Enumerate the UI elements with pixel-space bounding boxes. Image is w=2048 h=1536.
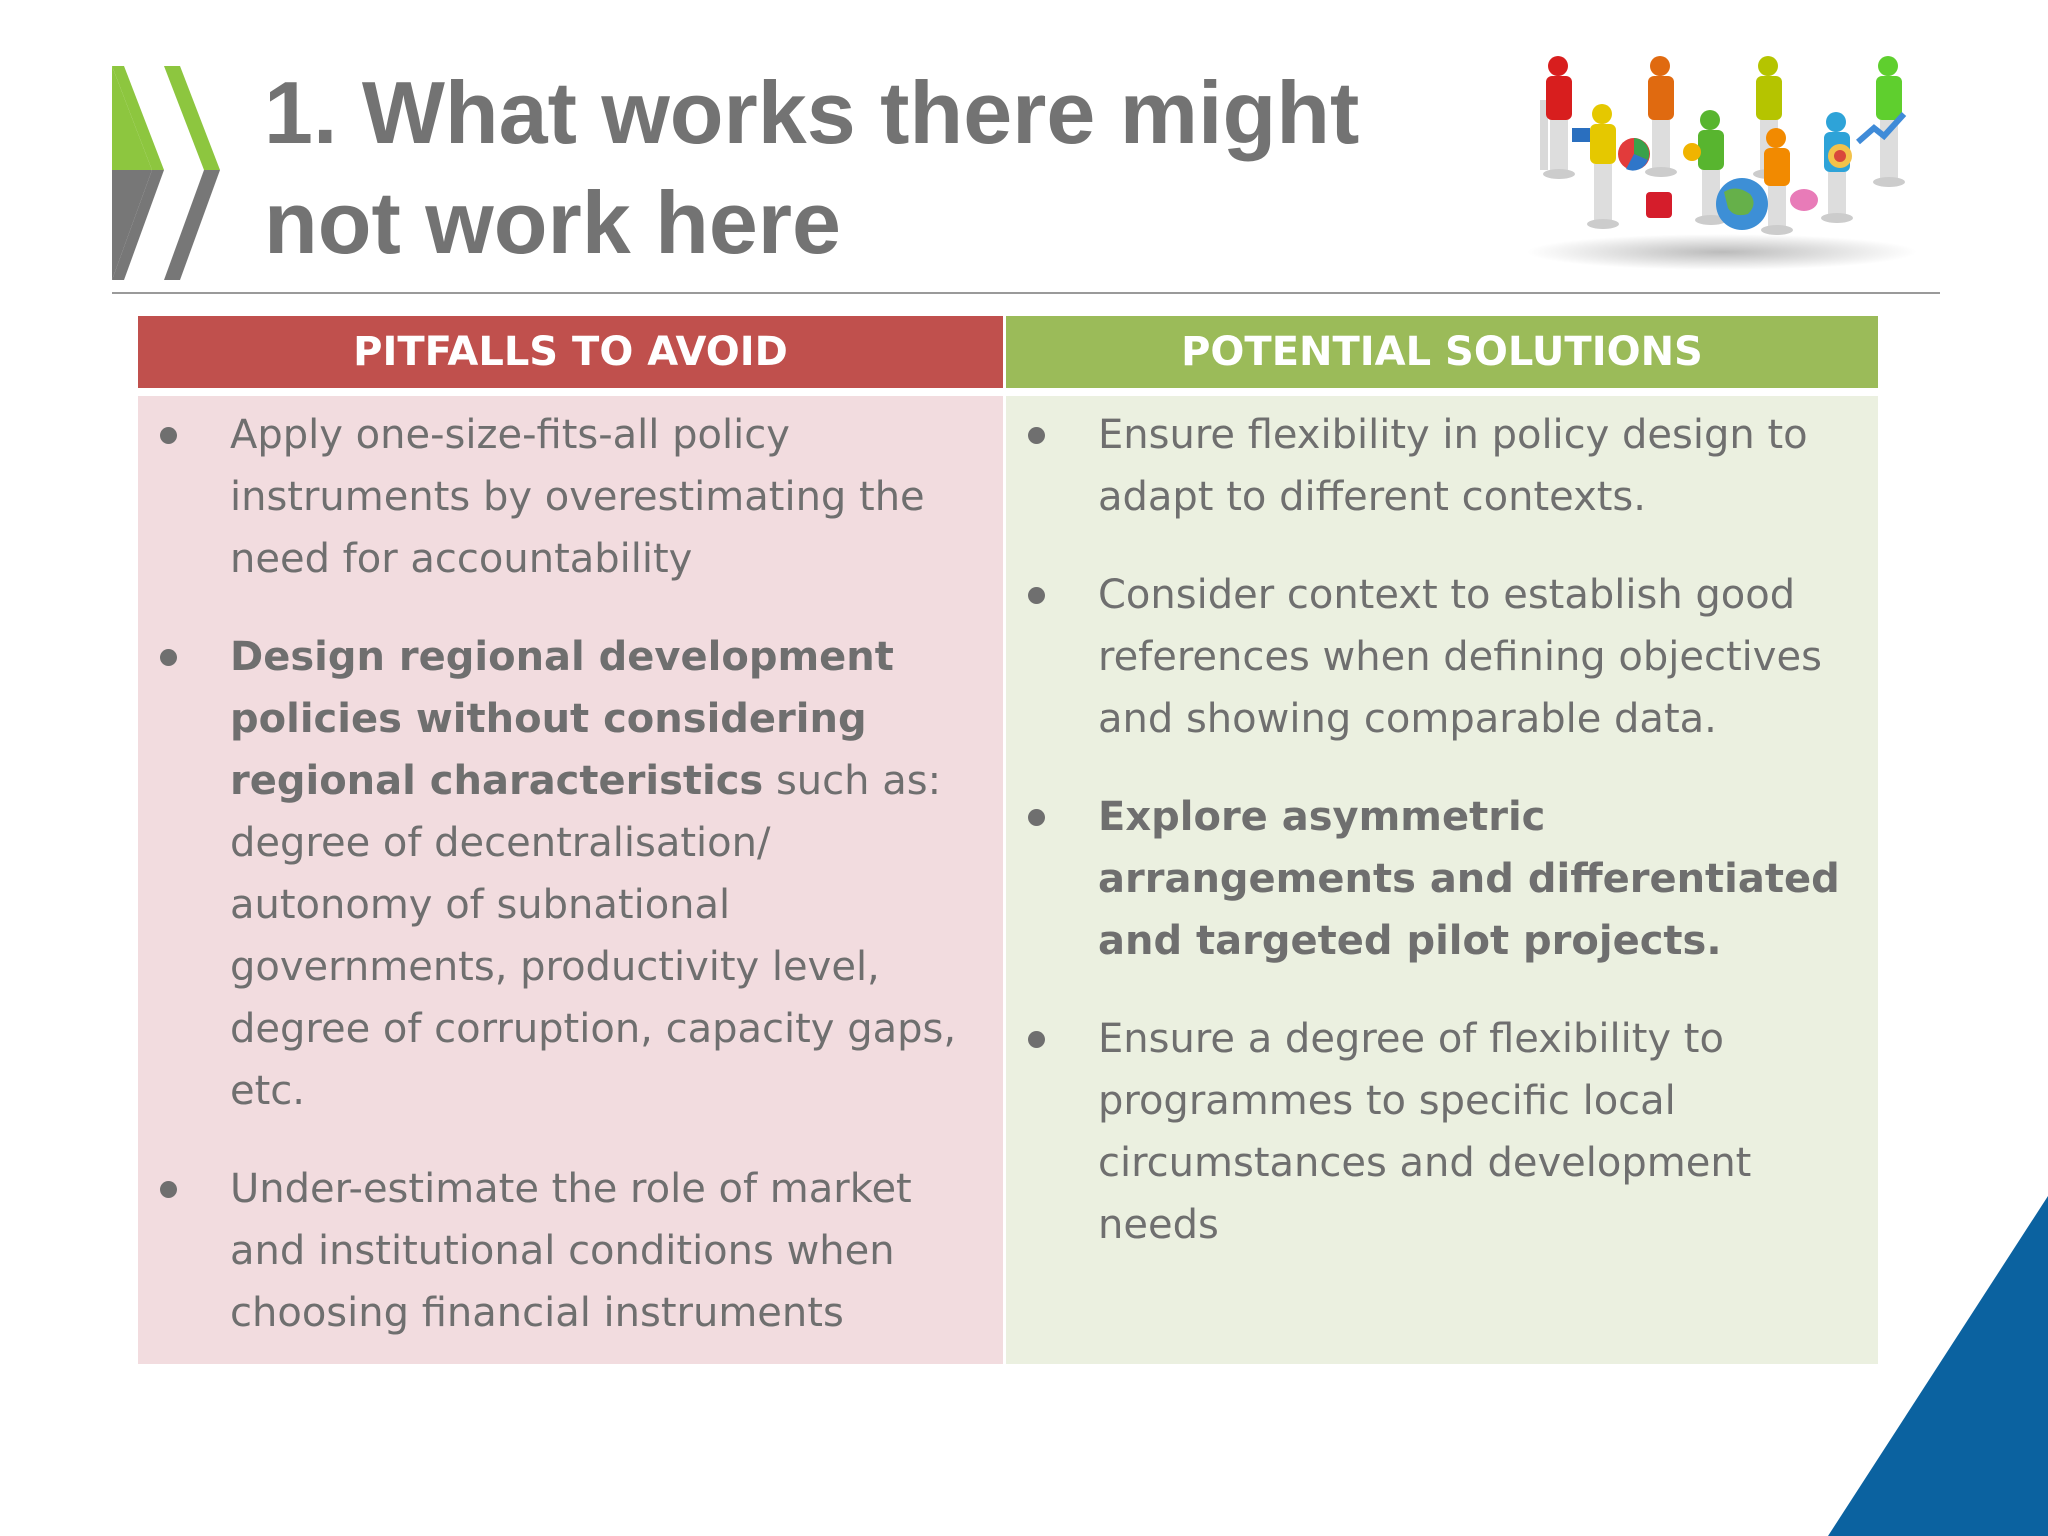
- comparison-table: [138, 316, 1878, 1364]
- solution-item: [1006, 564, 1878, 750]
- pitfall-item-bold: Design regional development policies without considering regional characteristics: [230, 634, 894, 804]
- title-divider-rule: [112, 292, 1940, 294]
- solution-item-bold: Explore asymmetric arrangements and differentiated and targeted pilot projects.: [1098, 794, 1840, 964]
- corner-blue-triangle: [1828, 1196, 2048, 1536]
- bullet-dot-icon: [1028, 427, 1045, 444]
- pitfall-item: [138, 404, 1003, 590]
- pitfall-item-text: Apply one-size-fits-all policy instruments by overestimating the need for accountability: [230, 412, 925, 582]
- slide-title: [264, 58, 1464, 278]
- solution-item: [1006, 404, 1878, 528]
- pitfalls-header: PITFALLS TO AVOID: [138, 316, 1006, 396]
- solution-item: [1006, 1008, 1878, 1256]
- pitfall-item-text: Under-estimate the role of market and institutional conditions when choosing financial instruments: [230, 1166, 912, 1336]
- solution-item-text: Consider context to establish good references when defining objectives and showing comparable data.: [1098, 572, 1822, 742]
- pitfalls-list: [138, 404, 1003, 1344]
- bullet-dot-icon: [160, 649, 177, 666]
- bullet-dot-icon: [1028, 1031, 1045, 1048]
- bullet-dot-icon: [1028, 809, 1045, 826]
- slide-title-line-1: 1. What works there might: [264, 63, 1360, 162]
- pitfalls-cell: [138, 396, 1006, 1364]
- solution-item-text: Ensure flexibility in policy design to adapt to different contexts.: [1098, 412, 1808, 520]
- bullet-dot-icon: [1028, 587, 1045, 604]
- solutions-cell: [1006, 396, 1878, 1364]
- solution-item-text: Ensure a degree of flexibility to programmes to specific local circumstances and development needs: [1098, 1016, 1752, 1248]
- bullet-dot-icon: [160, 427, 177, 444]
- pitfall-item: [138, 626, 1003, 1122]
- solution-item: [1006, 786, 1878, 972]
- solutions-list: [1006, 404, 1878, 1256]
- people-with-finance-icons-image: [1522, 42, 1926, 270]
- bullet-dot-icon: [160, 1181, 177, 1198]
- pitfall-item: [138, 1158, 1003, 1344]
- solutions-header: POTENTIAL SOLUTIONS: [1006, 316, 1878, 396]
- pitfall-item-text: such as: degree of decentralisation/ autonomy of subnational governments, productivity level, degree of corruption, capacity gaps, etc.: [230, 758, 957, 1114]
- slide-title-line-2: not work here: [264, 173, 841, 272]
- oecd-chevrons-logo-icon: [110, 62, 220, 284]
